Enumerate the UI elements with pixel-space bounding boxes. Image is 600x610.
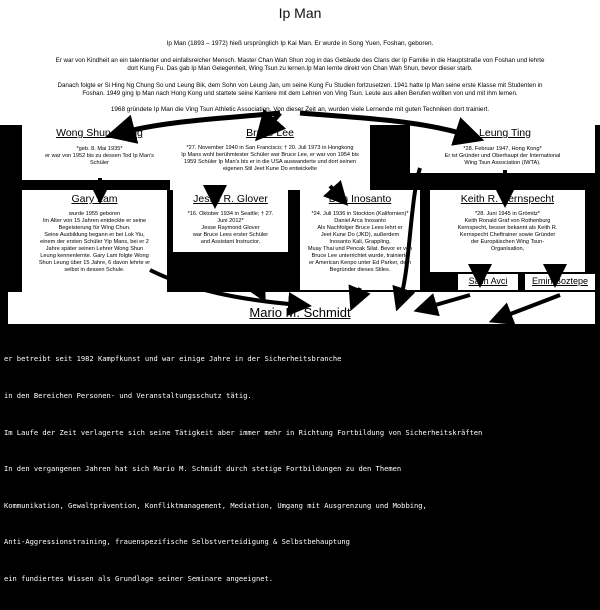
desc-line: Im Alter von 15 Jahren entdeckte er seine bbox=[42, 218, 147, 224]
desc-line: Leung kennenlernte. Gary Lam folgte Wong bbox=[40, 253, 149, 259]
intro-line: Er war von Kindheit an ein talentierter und einfallsreicher Mensch. Master Chan Wah Shun zog in das Gebäude des Clans der Ip Familie in die Hauptstraße von Foshan und lehrte bbox=[55, 57, 545, 64]
node-salih-avci: Salih Avci bbox=[468, 276, 508, 286]
desc-line: *28. Februar 1947, Hong Kong* bbox=[463, 146, 542, 152]
node-bruce-lee: Bruce Lee bbox=[246, 127, 294, 139]
bio-line: Anti-Aggressionstraining, frauenspezifische Selbstverteidigung & Selbstbehauptung bbox=[4, 537, 350, 547]
intro-line: dort Kung Fu. Das gab Ip Man Gelegenheit, Wing Tsun zu lernen.Ip Man lernte direkt von Chan Wah Shun, bevor dieser starb. bbox=[127, 65, 473, 72]
desc-line: Shun Leung über 15 Jahre, 6 davon lehrte er bbox=[38, 260, 151, 266]
bio-line: in den Bereichen Personen- und Veranstaltungsschutz tätig. bbox=[4, 391, 252, 401]
bio-line: er betreibt seit 1982 Kampfkunst und war einige Jahre in der Sicherheitsbranche bbox=[4, 354, 342, 364]
node-keith-r-kernspecht: Keith R. Kernspecht bbox=[460, 193, 555, 205]
arrow-ipman-to-leung bbox=[300, 113, 470, 136]
intro-line: 1968 gründete Ip Man die Ving Tsun Athletic Association. Von dieser Zeit an, wurden viele Lernende mit guten Techniken dort trainiert. bbox=[110, 106, 490, 113]
desc-line: eigenen Stil Jeet Kune Do entwickelte bbox=[223, 166, 317, 172]
bio-line: Kommunikation, Gewaltprävention, Konfliktmanagement, Mediation, Umgang mit Ausgrenzung und Mobbing, bbox=[4, 500, 427, 510]
node-leung-ting: Leung Ting bbox=[479, 127, 531, 139]
desc-line: Inosanto Kali, Grappling, bbox=[329, 239, 391, 245]
desc-line: Jahre später seinen Lehrer Wong Shun bbox=[45, 246, 144, 252]
desc-line: Begeisterung für Wing Chun. bbox=[58, 225, 131, 231]
desc-line: der Europäischen Wing Tsun- bbox=[470, 239, 545, 245]
desc-line: Wing Tsun Association (IWTA). bbox=[464, 160, 541, 166]
desc-line: *16. Oktober 1934 in Seattle; † 27. bbox=[187, 211, 274, 217]
arrow-emin-to-mario bbox=[500, 295, 560, 318]
desc-line: Kernspecht, besser bekannt als Keith R. bbox=[457, 225, 558, 231]
desc-line: Jesse Raymond Glover bbox=[201, 225, 260, 231]
desc-line: war Bruce Lees erster Schüler bbox=[192, 232, 269, 238]
desc-line: Keith Ronald Graf von Rothenburg bbox=[464, 218, 551, 224]
node-gary-lam: Gary Lam bbox=[71, 193, 118, 205]
desc-line: *geb. 8. Mai 1935* bbox=[76, 146, 123, 152]
desc-line: Als Nachfolger Bruce Lees lehrt er bbox=[317, 225, 403, 231]
desc-line: er American Kenpo unter Ed Parker, dem bbox=[309, 260, 411, 266]
desc-line: Jeet Kune Do (JKD), außerdem bbox=[320, 232, 400, 238]
node-jesse-r-glover: Jesse R. Glover bbox=[193, 193, 268, 205]
arrow-ipman-to-wong bbox=[120, 113, 280, 133]
intro-line: Ip Man (1893 – 1972) hieß ursprünglich Ip Kai Man. Er wurde in Song Yuen, Foshan, geboren. bbox=[166, 40, 434, 47]
desc-line: *28. Juni 1945 in Grömitz* bbox=[475, 211, 540, 217]
node-wong-shun-leung: Wong Shun Leung bbox=[56, 127, 143, 139]
desc-line: selbst in dessen Schule. bbox=[64, 267, 125, 273]
desc-line: wurde 1955 geboren bbox=[68, 211, 121, 217]
desc-line: er war von 1952 bis zu dessen Tod Ip Man's bbox=[45, 153, 154, 159]
arrow-bruce-to-dan bbox=[330, 186, 340, 197]
desc-line: einem der ersten Schüler Yip Mans, bei er 2 bbox=[40, 239, 149, 245]
desc-line: Daniel Arca Inosanto bbox=[334, 218, 386, 224]
arrow-gary-to-mario bbox=[150, 270, 300, 305]
node-mario-m-schmidt: Mario M. Schmidt bbox=[249, 305, 351, 320]
desc-line: *24. Juli 1936 in Stockton (Kalifornien)* bbox=[311, 211, 409, 217]
bio-line: Im Laufe der Zeit verlagerte sich seine Tätigkeit aber immer mehr in Richtung Fortbildung von Sicherheitskräften bbox=[4, 427, 483, 437]
desc-line: Kernspecht Cheftrainer sowie Gründer bbox=[459, 232, 556, 238]
desc-line: Organisation, bbox=[490, 246, 525, 252]
desc-line: Begründer dieses Stiles. bbox=[329, 267, 391, 273]
desc-line: Ip Mans wohl berühmtester Schüler war Bruce Lee, er war von 1954 bis bbox=[181, 152, 359, 158]
bio-line: ein fundiertes Wissen als Grundlage seiner Seminare angeeignet. bbox=[4, 574, 274, 584]
node-emin-boztepe: Emin Boztepe bbox=[531, 276, 589, 286]
desc-line: Bruce Lee unterrichtet wurde, trainierte bbox=[311, 253, 409, 259]
desc-line: Muay Thai und Pencak Silat. Bevor er von bbox=[307, 246, 413, 252]
arrow-dan-to-mario bbox=[355, 288, 360, 300]
arrow-salih-to-mario bbox=[425, 295, 470, 308]
page-title: Ip Man bbox=[278, 5, 322, 21]
desc-line: Schüler bbox=[90, 160, 109, 166]
intro-line: Danach folgte er Si Hing Ng Chung So und Leung Bik, dem Sohn von Leung Jan, um seine Kung Fu Studien fortzusetzen. 1941 hatte Ip Man seine erste Klasse mit Studenten in bbox=[57, 82, 543, 89]
arrow-leung-to-mario bbox=[400, 168, 420, 300]
intro-line: Foshan. 1949 ging Ip Man nach Hong Kong und startete seine Karriere mit dem Lehren von Ving Tsun. Leute aus allen Berufen wollten von und mit ihm lernen. bbox=[82, 90, 518, 97]
bio-line: In den vergangenen Jahren hat sich Mario M. Schmidt durch stetige Fortbildungen zu den Themen bbox=[4, 464, 402, 474]
desc-line: Seine Ausbildung begann er bei Lok Yiu, bbox=[44, 232, 145, 238]
desc-line: *27. November 1940 in San Francisco; † 20. Juli 1973 in Hongkong bbox=[186, 145, 354, 151]
arrow-jesse-to-mario bbox=[240, 255, 260, 292]
desc-line: Er ist Gründer und Oberhaupt der International bbox=[444, 153, 561, 159]
desc-line: 1959 Schüler Ip Man's bis er in die USA auswanderte und dort seinen bbox=[183, 159, 357, 165]
desc-line: and Assistant Instructor. bbox=[200, 239, 261, 245]
node-dan-inosanto: Dan Inosanto bbox=[328, 193, 392, 205]
desc-line: Juni 2012* bbox=[217, 218, 244, 224]
